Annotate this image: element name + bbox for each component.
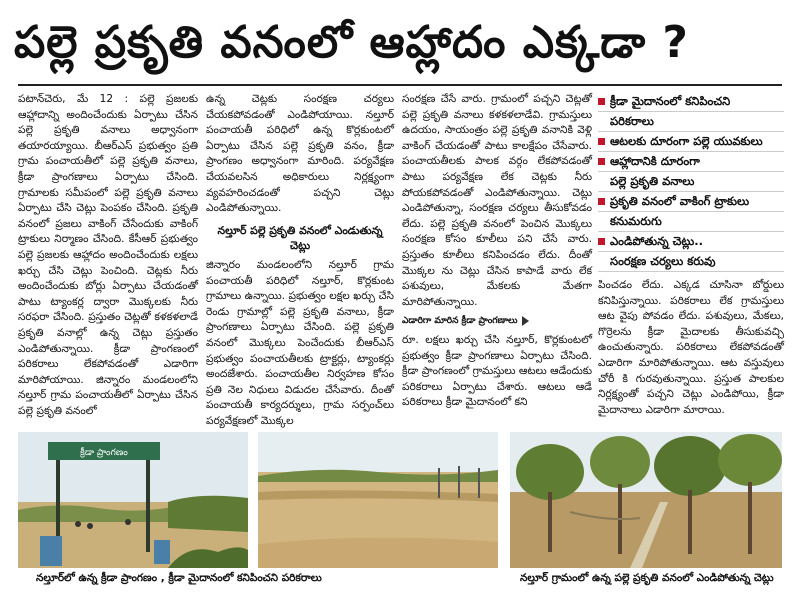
highlight-text: క్రీడా మైదానంలో కనిపించని bbox=[610, 94, 731, 108]
highlight-item bbox=[598, 92, 784, 112]
photo-empty-ground bbox=[258, 432, 498, 568]
highlight-text: పల్లె ప్రకృతి వనాలు bbox=[610, 174, 695, 188]
bullet-icon bbox=[598, 198, 605, 205]
headline-block bbox=[0, 0, 800, 82]
bullet-icon bbox=[598, 138, 605, 145]
column-3-text-b: రూ. లక్షలు ఖర్చు చేసి నల్తూర్‌, కొర్లకుంటలో ప్రభుత్వం క్రీడా ప్రాంగణాలు ఏర్పాటు చేసింది. క్రీడా ప్రాంగణంలో గ్రామస్తులు ఆటలు ఆడేందుకు పరికరాలు ఏర్పాటు చేశారు. ఆటలు ఆడే పరికరాలు క్రీడా మైదానంలో కని bbox=[402, 333, 592, 409]
highlight-text: సంరక్షణ చర్యలు కరువు bbox=[610, 254, 716, 268]
bullet-icon bbox=[598, 238, 605, 245]
highlight-text: ఆటలకు దూరంగా పల్లె యువకులు bbox=[610, 134, 763, 148]
highlight-item bbox=[598, 112, 784, 132]
column-2-subheading: నల్తూర్‌ పల్లె ప్రకృతి వనంలో ఎండుతున్న చెట్లు bbox=[217, 223, 383, 253]
column-3-text-a: సంరక్షణ చేసే వారు. గ్రామంలో పచ్చని చెట్లతో పల్లె ప్రకృతి వనాలు కళకళలాడేవి. గ్రామస్తులు ఉదయం, సాయంత్రం పల్లె ప్రకృతి వనానికి వెళ్లి వాకింగ్‌ చేయడంతో పాటు కాలక్షేపం చేసేవారు. పంచాయతీలకు పాలక వర్గం లేకపోవడంతో పాటు పర్యవేక్షణ లేక చెట్లకు నీరు పోయకపోవడంతో ఎండిపోతున్నాయి. చెట్లు ఎండిపోతున్నా, సంరక్షణ చర్యలు తీసుకోవడం లేదు. పల్లె ప్రకృతి వనంలో పెంచిన మొక్కలు సంరక్షణ కోసం కూలీలు పని చేసే వారు. ప్రస్తుతం కూలీలు కనిపించడం లేదు. దీంతో మొక్కల ను చెట్లు చేసిన కాపాడే వారు లేక పశువులు, మేకలకు మేతగా మారిపోతున్నాయి. bbox=[402, 93, 592, 308]
highlights-list bbox=[598, 92, 784, 272]
highlight-text: ఎండిపోతున్న చెట్లు.. bbox=[610, 234, 703, 248]
column-1-text: పటాన్‌చెరు, మే 12 : పల్లె ప్రజలకు ఆహ్లాదాన్ని అందించేందుకు ఏర్పాటు చేసిన పల్లె ప్రకృతి వనాలు అధ్వానంగా తయారయ్యాయి. బీఆర్‌ఎస్‌ ప్రభుత్వం ప్రతి గ్రామ పంచాయతీలో పల్లె ప్రకృతి వనాలు, క్రీడా ప్రాంగణాలు ఏర్పాటు చేసింది. గ్రామాలకు సమీపంలో పల్లె ప్రకృతి వనాలు ఏర్పాటు చేసి చెట్లు పెంపకం చేసింది. ప్రకృతి వనంలో ప్రజలు వాకింగ్‌ చేసేందుకు వాకింగ్‌ ట్రాకులు నిర్మాణం చేసింది. కేసీఆర్‌ ప్రభుత్వం పల్లె ప్రజలకు ఆహ్లాదం అందించేందుకు లక్షలు ఖర్చు చేసి చెట్లు పెంచింది. చెట్లకు నీరు అందించేందుకు బోర్లు ఏర్పాటు చేయడంతో పాటు ట్యాంకర్ల ద్వారా మొక్కలకు నీరు సరఫరా చేసింది. ప్రస్తుతం చెట్లతో కళకళలాడే ప్రకృతి వనాల్లో ఉన్న చెట్లు ప్రస్తుతం ఎండిపోతున్నాయి. క్రీడా ప్రాంగణంలో పరికరాలు లేకపోవడంతో ఎడారిగా మారిపోయాయి. జిన్నారం మండలంలోని నల్తూర్‌ గ్రామ పంచాయతీలో ఏర్పాటు చేసిన పల్లె ప్రకృతి వనంలో bbox=[18, 93, 198, 417]
highlight-item bbox=[598, 232, 784, 252]
column-3-subheading bbox=[402, 314, 592, 330]
highlight-item bbox=[598, 152, 784, 172]
highlight-item bbox=[598, 172, 784, 192]
subheading-arrow-icon bbox=[522, 316, 529, 326]
article-column-4 bbox=[598, 92, 784, 416]
drying-trees-image bbox=[510, 432, 782, 568]
highlight-text: పరికరాలు bbox=[610, 114, 654, 128]
article-column-2 bbox=[206, 92, 394, 427]
highlight-item bbox=[598, 192, 784, 212]
highlight-item bbox=[598, 212, 784, 232]
caption-left: నల్తూర్‌లో ఉన్న క్రీడా ప్రాంగణం , క్రీడా మైదానంలో కనిపించని పరికరాలు bbox=[36, 572, 322, 584]
column-3-subheading-text: ఎడారిగా మారిన క్రీడా ప్రాంగణాలు bbox=[402, 316, 518, 327]
highlight-text: కనుమరుగు bbox=[610, 214, 662, 228]
article-column-1 bbox=[18, 92, 198, 417]
column-2-text-b: జిన్నారం మండలంలోని నల్తూర్‌ గ్రామ పంచాయతీ పరిధిలో నల్తూర్‌, కొర్లకుంట గ్రామాలు ఉన్నాయి. ప్రభుత్వం లక్షల ఖర్చు చేసి రెండు గ్రామాల్లో పల్లె ప్రకృతి వనాలు, క్రీడా ప్రాంగణాలు ఏర్పాటు చేసింది. పల్లె ప్రకృతి వనంలో మొక్కలు పెంచేందుకు బీఆర్‌ఎస్‌ ప్రభుత్వం పంచాయతీలకు ట్రాక్టర్లు, ట్యాంకర్లు అందజేశారు. పంచాయతీల నిర్వహణ కోసం ప్రతి నెల నిధులు విడుదల చేసేవారు. దీంతో పంచాయతీ కార్యదర్శులు, గ్రామ సర్పంచ్‌లు పర్యవేక్షణలో మొక్కల bbox=[206, 258, 394, 427]
gate-sign-text: క్రీడా ప్రాంగణం bbox=[80, 448, 128, 458]
highlight-text: ప్రకృతి వనంలో వాకింగ్‌ ట్రాకులు bbox=[610, 194, 750, 208]
highlight-item bbox=[598, 252, 784, 272]
article-column-3 bbox=[402, 92, 592, 412]
photo-sports-ground bbox=[18, 432, 248, 568]
headline-rule bbox=[18, 84, 782, 86]
bullet-icon bbox=[598, 98, 605, 105]
bullet-icon bbox=[598, 158, 605, 165]
column-4-text: పించడం లేదు. ఎక్కడ చూసినా బోర్డులు కనిపిస్తున్నాయి. పరికరాలు లేక గ్రామస్తులు ఆట వైపు పోవడం లేదు. పశువులు, మేకలు, గొర్రెలను క్రీడా మైదాలకు తీసుకువచ్చి ఉంచుతున్నారు. పరికరాలు లేకపోవడంతో ఎడారిగా మారిపోతున్నాయి. ఆట వస్తువులు చోరీ కి గురవుతున్నాయి. ప్రస్తుత పాలకుల నిర్లక్ష్యంతో పచ్చని చెట్లు ఎండిపోయి, క్రీడా మైదానాలు ఎడారిగా మారాయి. bbox=[598, 279, 784, 416]
column-2-text-a: ఉన్న చెట్లకు సంరక్షణ చర్యలు చేయకపోవడంతో ఎండిపోయాయి. నల్తూర్‌ పంచాయతీ పరిధిలో ఉన్న కొర్లకుంటలో ఏర్పాటు చేసిన పల్లె ప్రకృతి వనం, క్రీడా ప్రాంగణం అధ్వానంగా మారింది. పర్యవేక్షణ చేయవలసిన అధికారులు నిర్లక్ష్యంగా వ్యవహరించడంతో పచ్చని చెట్లు ఎండిపోతున్నాయి. bbox=[206, 93, 394, 215]
photo-drying-trees bbox=[510, 432, 782, 568]
highlight-item bbox=[598, 132, 784, 152]
sports-ground-image bbox=[18, 432, 248, 568]
empty-ground-image bbox=[258, 432, 498, 568]
headline: పల్లె ప్రకృతి వనంలో ఆహ్లాదం ఎక్కడా ? bbox=[14, 17, 689, 68]
caption-right: నల్తూర్‌ గ్రామంలో ఉన్న పల్లె ప్రకృతి వనంలో ఎండిపోతున్న చెట్లు bbox=[520, 572, 774, 584]
highlight-text: ఆహ్లాదానికి దూరంగా bbox=[610, 154, 700, 168]
